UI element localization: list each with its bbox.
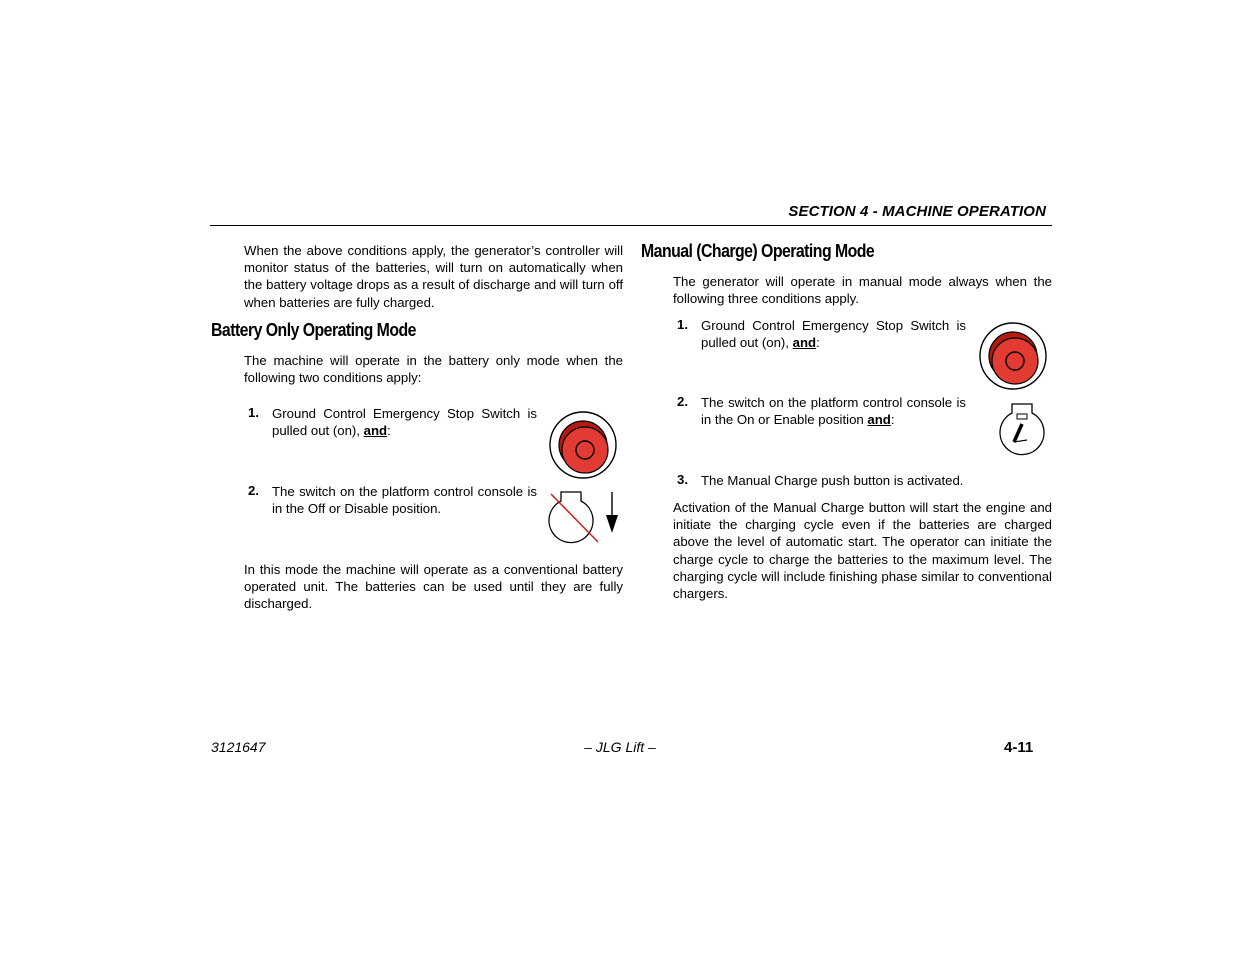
manual-charge-closing: Activation of the Manual Charge button will start the engine and initiate the charging cycle even if the batteries are charged above the level of automatic start. The operator can initiate the charge cycle to charge the batteries to the maximum level. The charging cycle will include finishing phase similar to conventional chargers. [673, 500, 1052, 602]
battery-only-heading: Battery Only Operating Mode [211, 320, 416, 340]
step-number: 1. [677, 317, 688, 332]
battery-only-lead: The machine will operate in the battery only mode when the following two conditions apply: [244, 353, 623, 386]
key-switch-on-icon [998, 400, 1050, 462]
step-number: 2. [248, 483, 259, 498]
manual-charge-heading: Manual (Charge) Operating Mode [641, 241, 875, 261]
manual-charge-lead: The generator will operate in manual mode always when the following three conditions apply. [673, 274, 1052, 307]
step-number: 3. [677, 472, 688, 487]
manual-step-3: The Manual Charge push button is activated. [701, 473, 964, 488]
battery-only-closing: In this mode the machine will operate as a conventional battery operated unit. The batteries can be used until they are fully discharged. [244, 562, 623, 612]
manual-step-2: The switch on the platform control console is in the On or Enable position and: [701, 395, 966, 428]
key-switch-off-icon [548, 487, 623, 547]
step-number: 1. [248, 405, 259, 420]
battery-step-1: Ground Control Emergency Stop Switch is pulled out (on), and: [272, 406, 537, 439]
footer-brand: – JLG Lift – [584, 739, 656, 755]
document-number: 3121647 [211, 739, 266, 755]
emergency-stop-button-icon [978, 321, 1048, 391]
section-title: SECTION 4 - MACHINE OPERATION [788, 203, 1046, 220]
step-number: 2. [677, 394, 688, 409]
intro-paragraph: When the above conditions apply, the generator’s controller will monitor status of the batteries, will turn on automatically when the battery voltage drops as a result of discharge and will turn off when batteries are fully charged. [244, 243, 623, 310]
header-divider [210, 225, 1052, 226]
manual-step-1: Ground Control Emergency Stop Switch is pulled out (on), and: [701, 318, 966, 351]
page-number: 4-11 [1004, 739, 1034, 756]
battery-step-2: The switch on the platform control console is in the Off or Disable position. [272, 484, 537, 517]
emergency-stop-button-icon [548, 410, 618, 480]
